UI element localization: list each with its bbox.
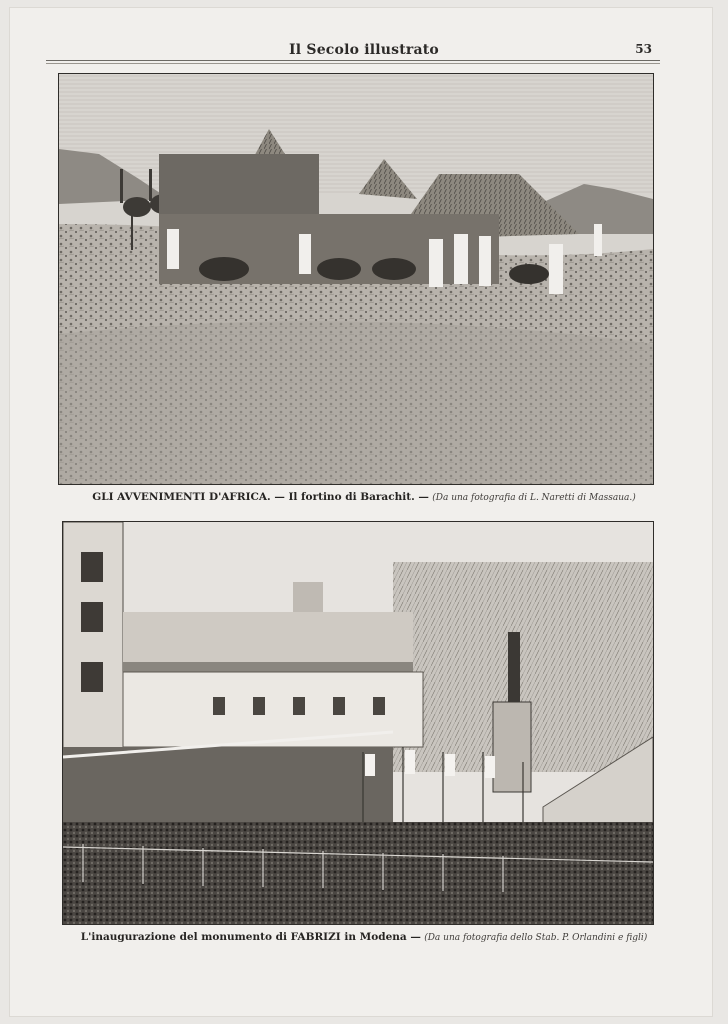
caption-fabrizi — [0, 931, 728, 943]
page-header-title: Il Secolo illustrato — [289, 42, 439, 58]
fort-scene-illustration — [59, 74, 653, 484]
engraving-barachit-fort — [58, 73, 654, 485]
caption-fabrizi-credit: (Da una fotografia dello Stab. P. Orlandini e figli) — [424, 933, 648, 943]
engraving-fabrizi-monument — [62, 521, 654, 925]
monument-scene-illustration — [63, 522, 653, 924]
caption-fabrizi-title: L'inaugurazione del monumento di FABRIZI in Modena — — [80, 931, 421, 943]
header-rule-thin — [46, 63, 660, 64]
caption-barachit-credit: (Da una fotografia di L. Naretti di Massaua.) — [432, 493, 636, 503]
caption-barachit — [0, 491, 728, 503]
page-number: 53 — [635, 42, 652, 56]
header-rule — [46, 60, 660, 61]
caption-barachit-title: GLI AVVENIMENTI D'AFRICA. — Il fortino di Barachit. — — [92, 491, 429, 503]
